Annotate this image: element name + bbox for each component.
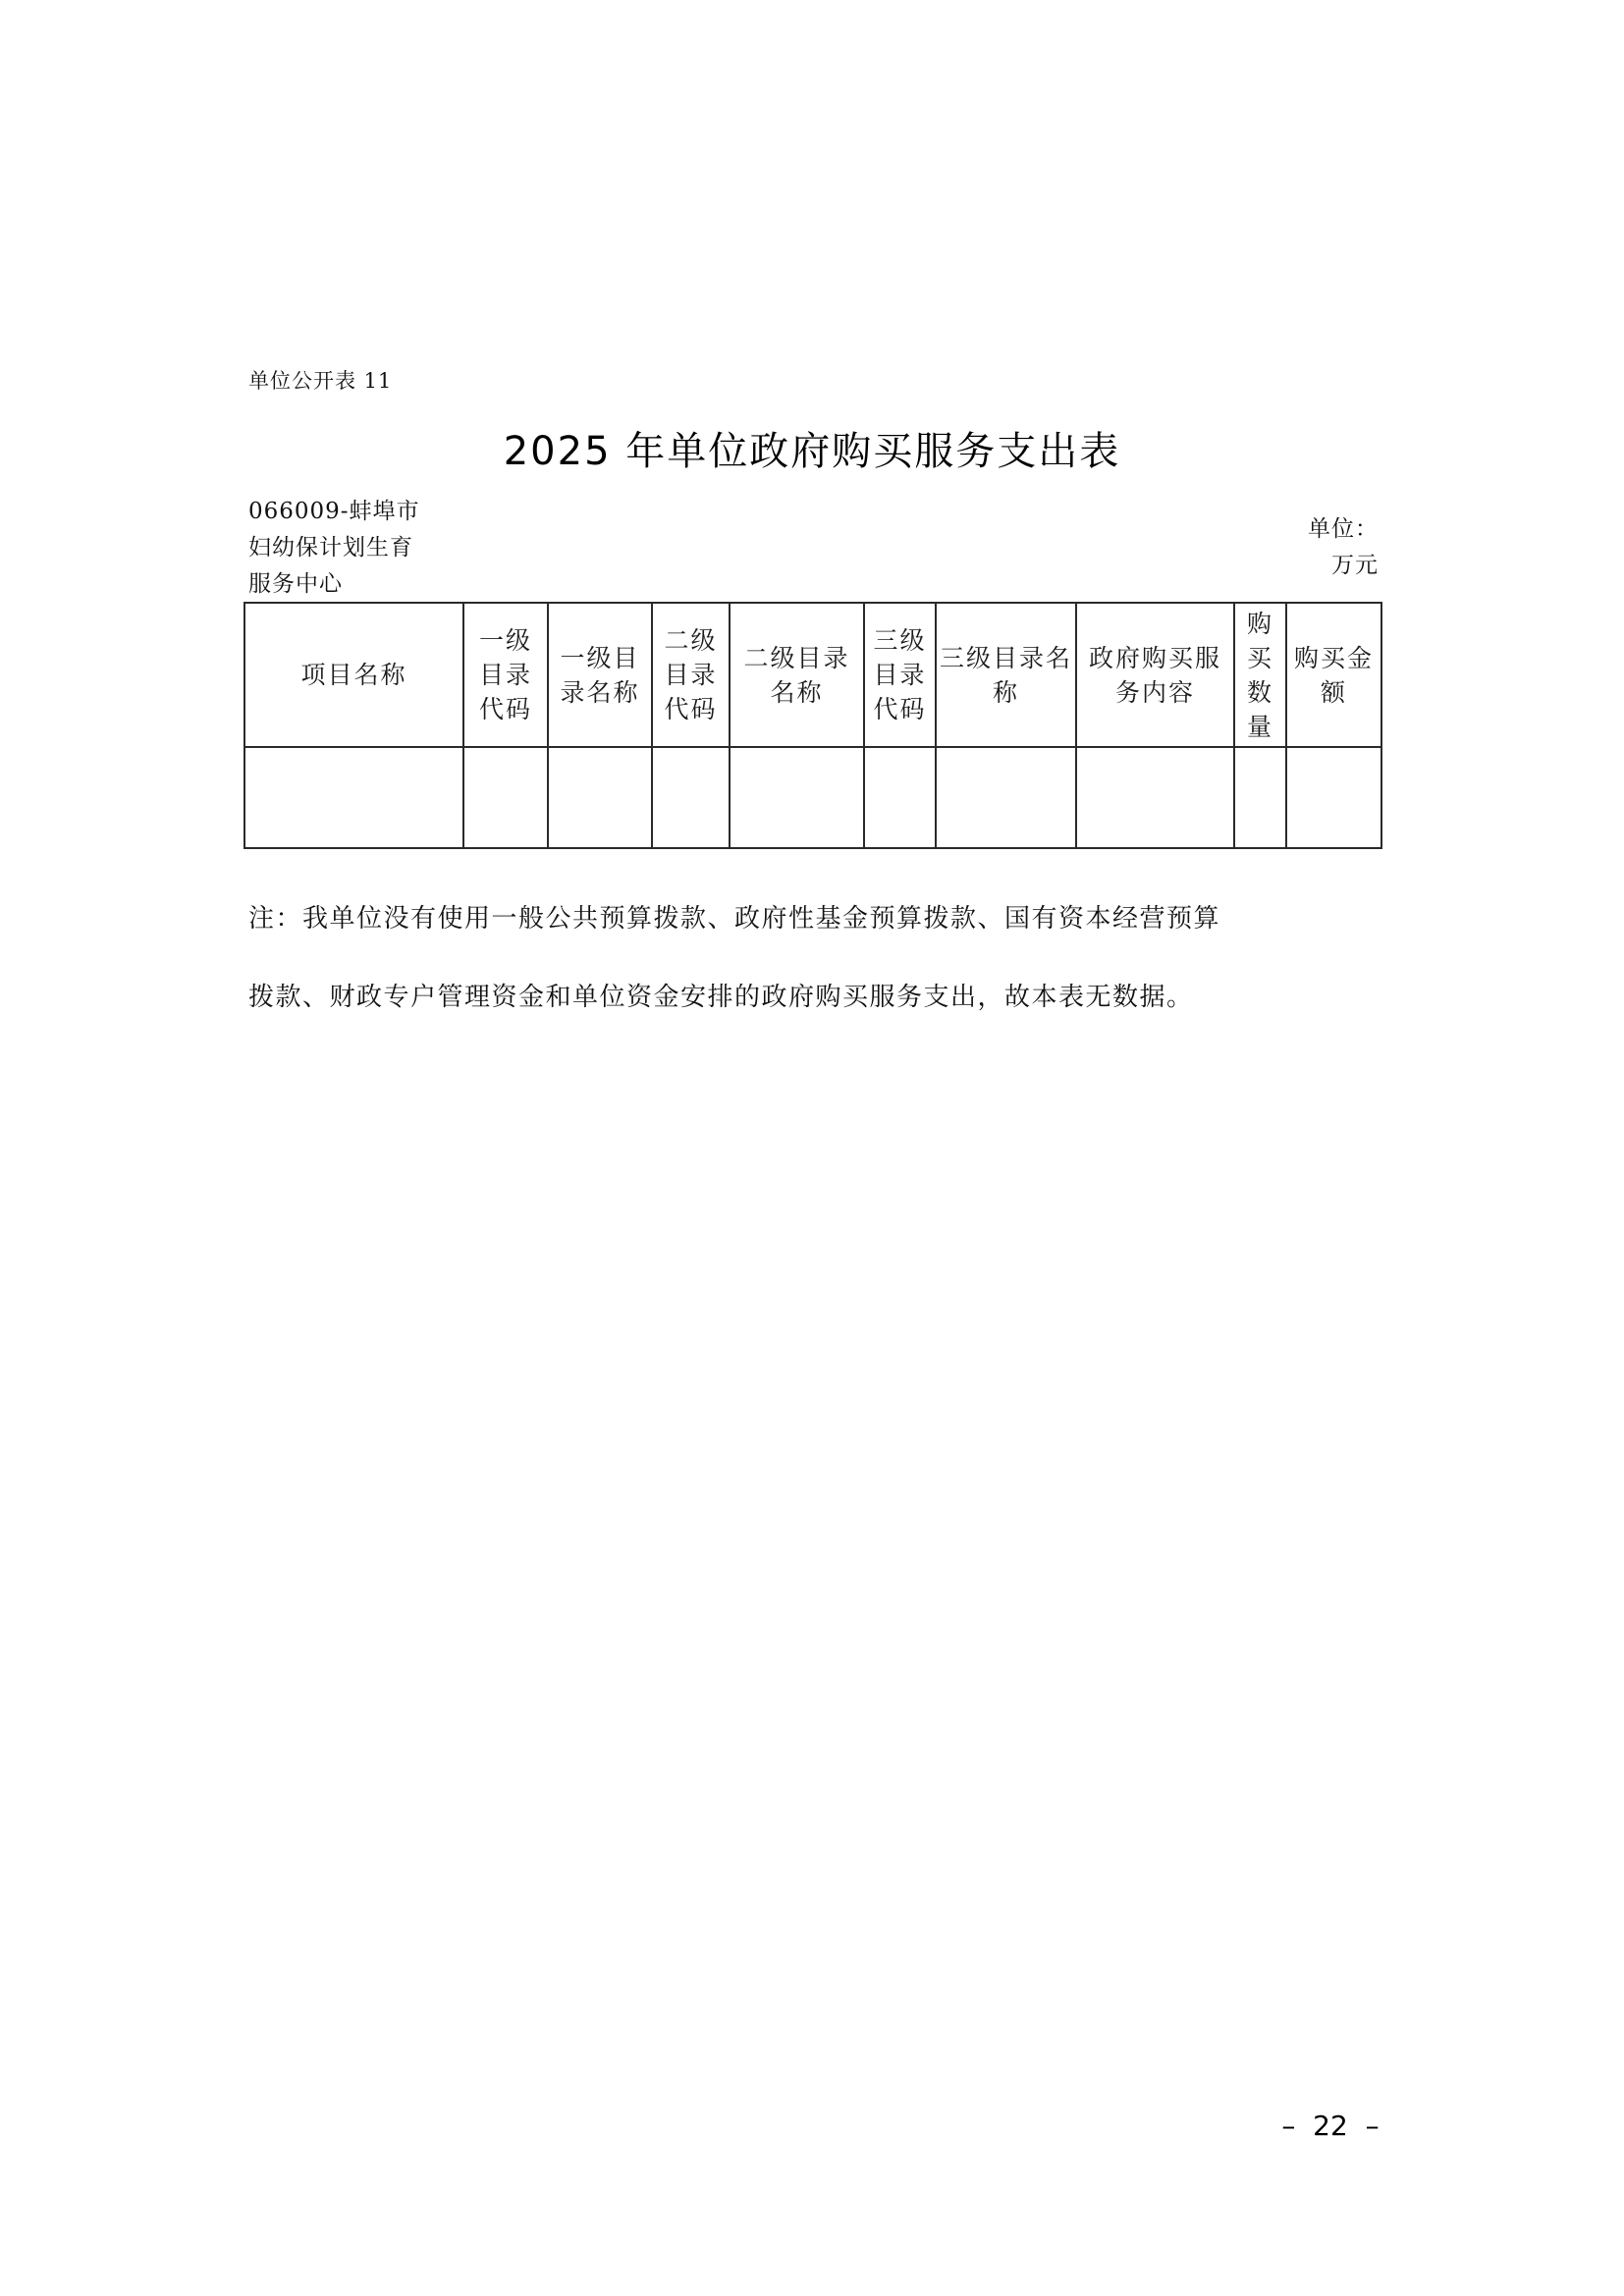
organization-line-1: 066009-蚌埠市 — [248, 499, 420, 524]
unit-value: 万元 — [1331, 553, 1379, 578]
column-header-quantity: 购买数量 — [1234, 603, 1286, 747]
column-header-l1-code: 一级目录代码 — [463, 603, 548, 747]
column-header-service-content: 政府购买服务内容 — [1076, 603, 1234, 747]
table-cell — [1286, 747, 1381, 848]
table-cell — [244, 747, 463, 848]
purchase-services-table — [244, 602, 1382, 849]
page-title: 2025 年单位政府购买服务支出表 — [503, 429, 1121, 474]
table-cell — [936, 747, 1076, 848]
table-cell — [463, 747, 548, 848]
organization-line-2: 妇幼保计划生育 — [248, 535, 413, 561]
column-header-project-name: 项目名称 — [244, 603, 463, 747]
table-cell — [730, 747, 864, 848]
column-header-l1-name: 一级目录名称 — [548, 603, 652, 747]
footnote-line-1: 注：我单位没有使用一般公共预算拨款、政府性基金预算拨款、国有资本经营预算 — [248, 904, 1221, 934]
table-row — [244, 747, 1381, 848]
table-cell — [864, 747, 936, 848]
column-header-amount: 购买金额 — [1286, 603, 1381, 747]
table-cell — [548, 747, 652, 848]
column-header-l3-code: 三级目录代码 — [864, 603, 936, 747]
footnote-line-2: 拨款、财政专户管理资金和单位资金安排的政府购买服务支出，故本表无数据。 — [248, 983, 1194, 1012]
footnote — [248, 880, 1384, 1037]
column-header-l3-name: 三级目录名称 — [936, 603, 1076, 747]
organization-line-3: 服务中心 — [248, 571, 343, 597]
table-code-label: 单位公开表 11 — [248, 369, 393, 393]
table-cell — [1234, 747, 1286, 848]
column-header-l2-name: 二级目录名称 — [730, 603, 864, 747]
table-cell — [1076, 747, 1234, 848]
column-header-l2-code: 二级目录代码 — [652, 603, 730, 747]
unit-label: 单位： — [1308, 516, 1379, 542]
table-cell — [652, 747, 730, 848]
table-header-row — [244, 603, 1381, 747]
unit-of-measure — [1308, 511, 1379, 584]
page-number: – 22 – — [1281, 2109, 1380, 2142]
organization-name — [248, 494, 420, 603]
